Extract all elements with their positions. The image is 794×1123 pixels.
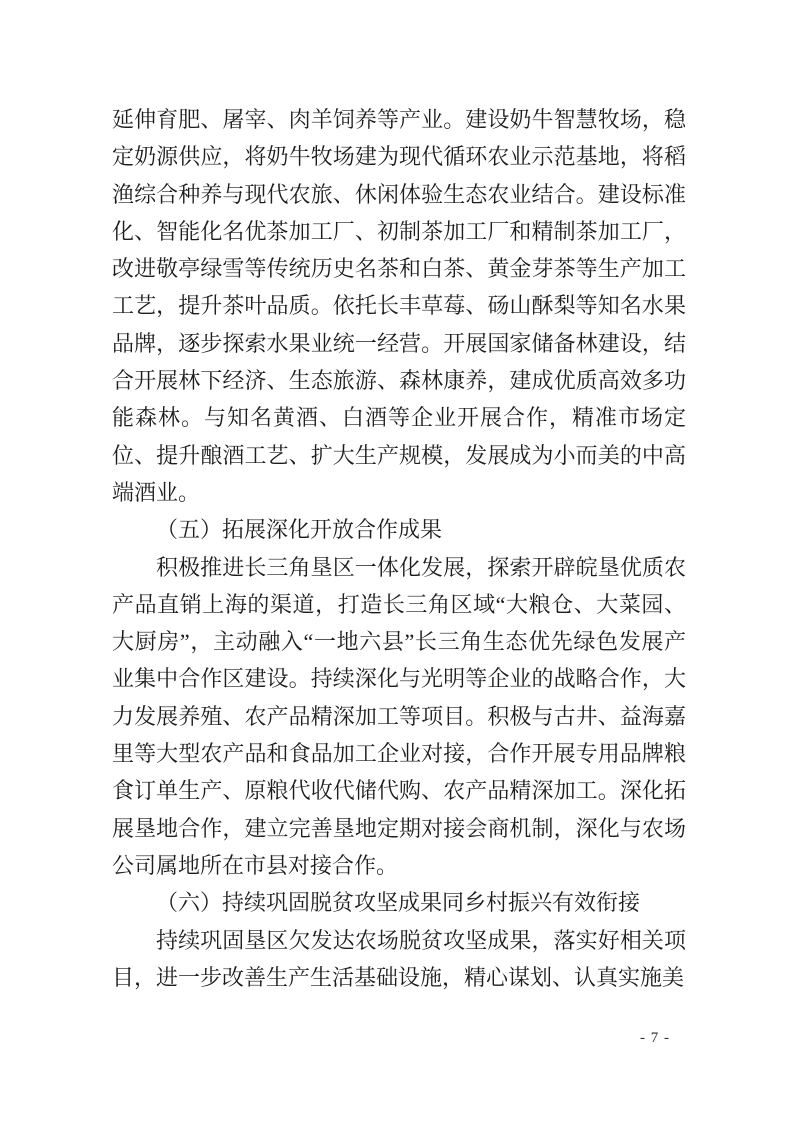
section-heading-6: （六）持续巩固脱贫攻坚成果同乡村振兴有效衔接	[156, 890, 641, 916]
document-body	[112, 101, 686, 996]
page-number: - 7 -	[640, 1030, 670, 1046]
body-paragraph-continuation: 延伸育肥、屠宰、肉羊饲养等产业。建设奶牛智慧牧场，稳定奶源供应，将奶牛牧场建为现代循环农业示范基地，将稻渔综合种养与现代农旅、休闲体验生态农业结合。建设标准化、智能化名优茶加工厂、初制茶加工厂和精制茶加工厂，改进敬亭绿雪等传统历史名茶和白茶、黄金芽茶等生产加工工艺，提升茶叶品质。依托长丰草莓、砀山酥梨等知名水果品牌，逐步探索水果业统一经营。开展国家储备林建设，结合开展林下经济、生态旅游、森林康养，建成优质高效多功能森林。与知名黄酒、白酒等企业开展合作，精准市场定位、提升酿酒工艺、扩大生产规模，发展成为小而美的中高端酒业。	[112, 107, 686, 505]
body-paragraph: 持续巩固垦区欠发达农场脱贫攻坚成果，落实好相关项目，进一步改善生产生活基础设施，精心谋划、认真实施美	[112, 927, 686, 990]
section-heading-5: （五）拓展深化开放合作成果	[156, 517, 443, 543]
body-paragraph: 积极推进长三角垦区一体化发展，探索开辟皖垦优质农产品直销上海的渠道，打造长三角区域“大粮仓、大菜园、大厨房”，主动融入“一地六县”长三角生态优先绿色发展产业集中合作区建设。持续深化与光明等企业的战略合作，大力发展养殖、农产品精深加工等项目。积极与古井、益海嘉里等大型农产品和食品加工企业对接，合作开展专用品牌粮食订单生产、原粮代收代储代购、农产品精深加工。深化拓展垦地合作，建立完善垦地定期对接会商机制，深化与农场公司属地所在市县对接合作。	[112, 554, 686, 878]
